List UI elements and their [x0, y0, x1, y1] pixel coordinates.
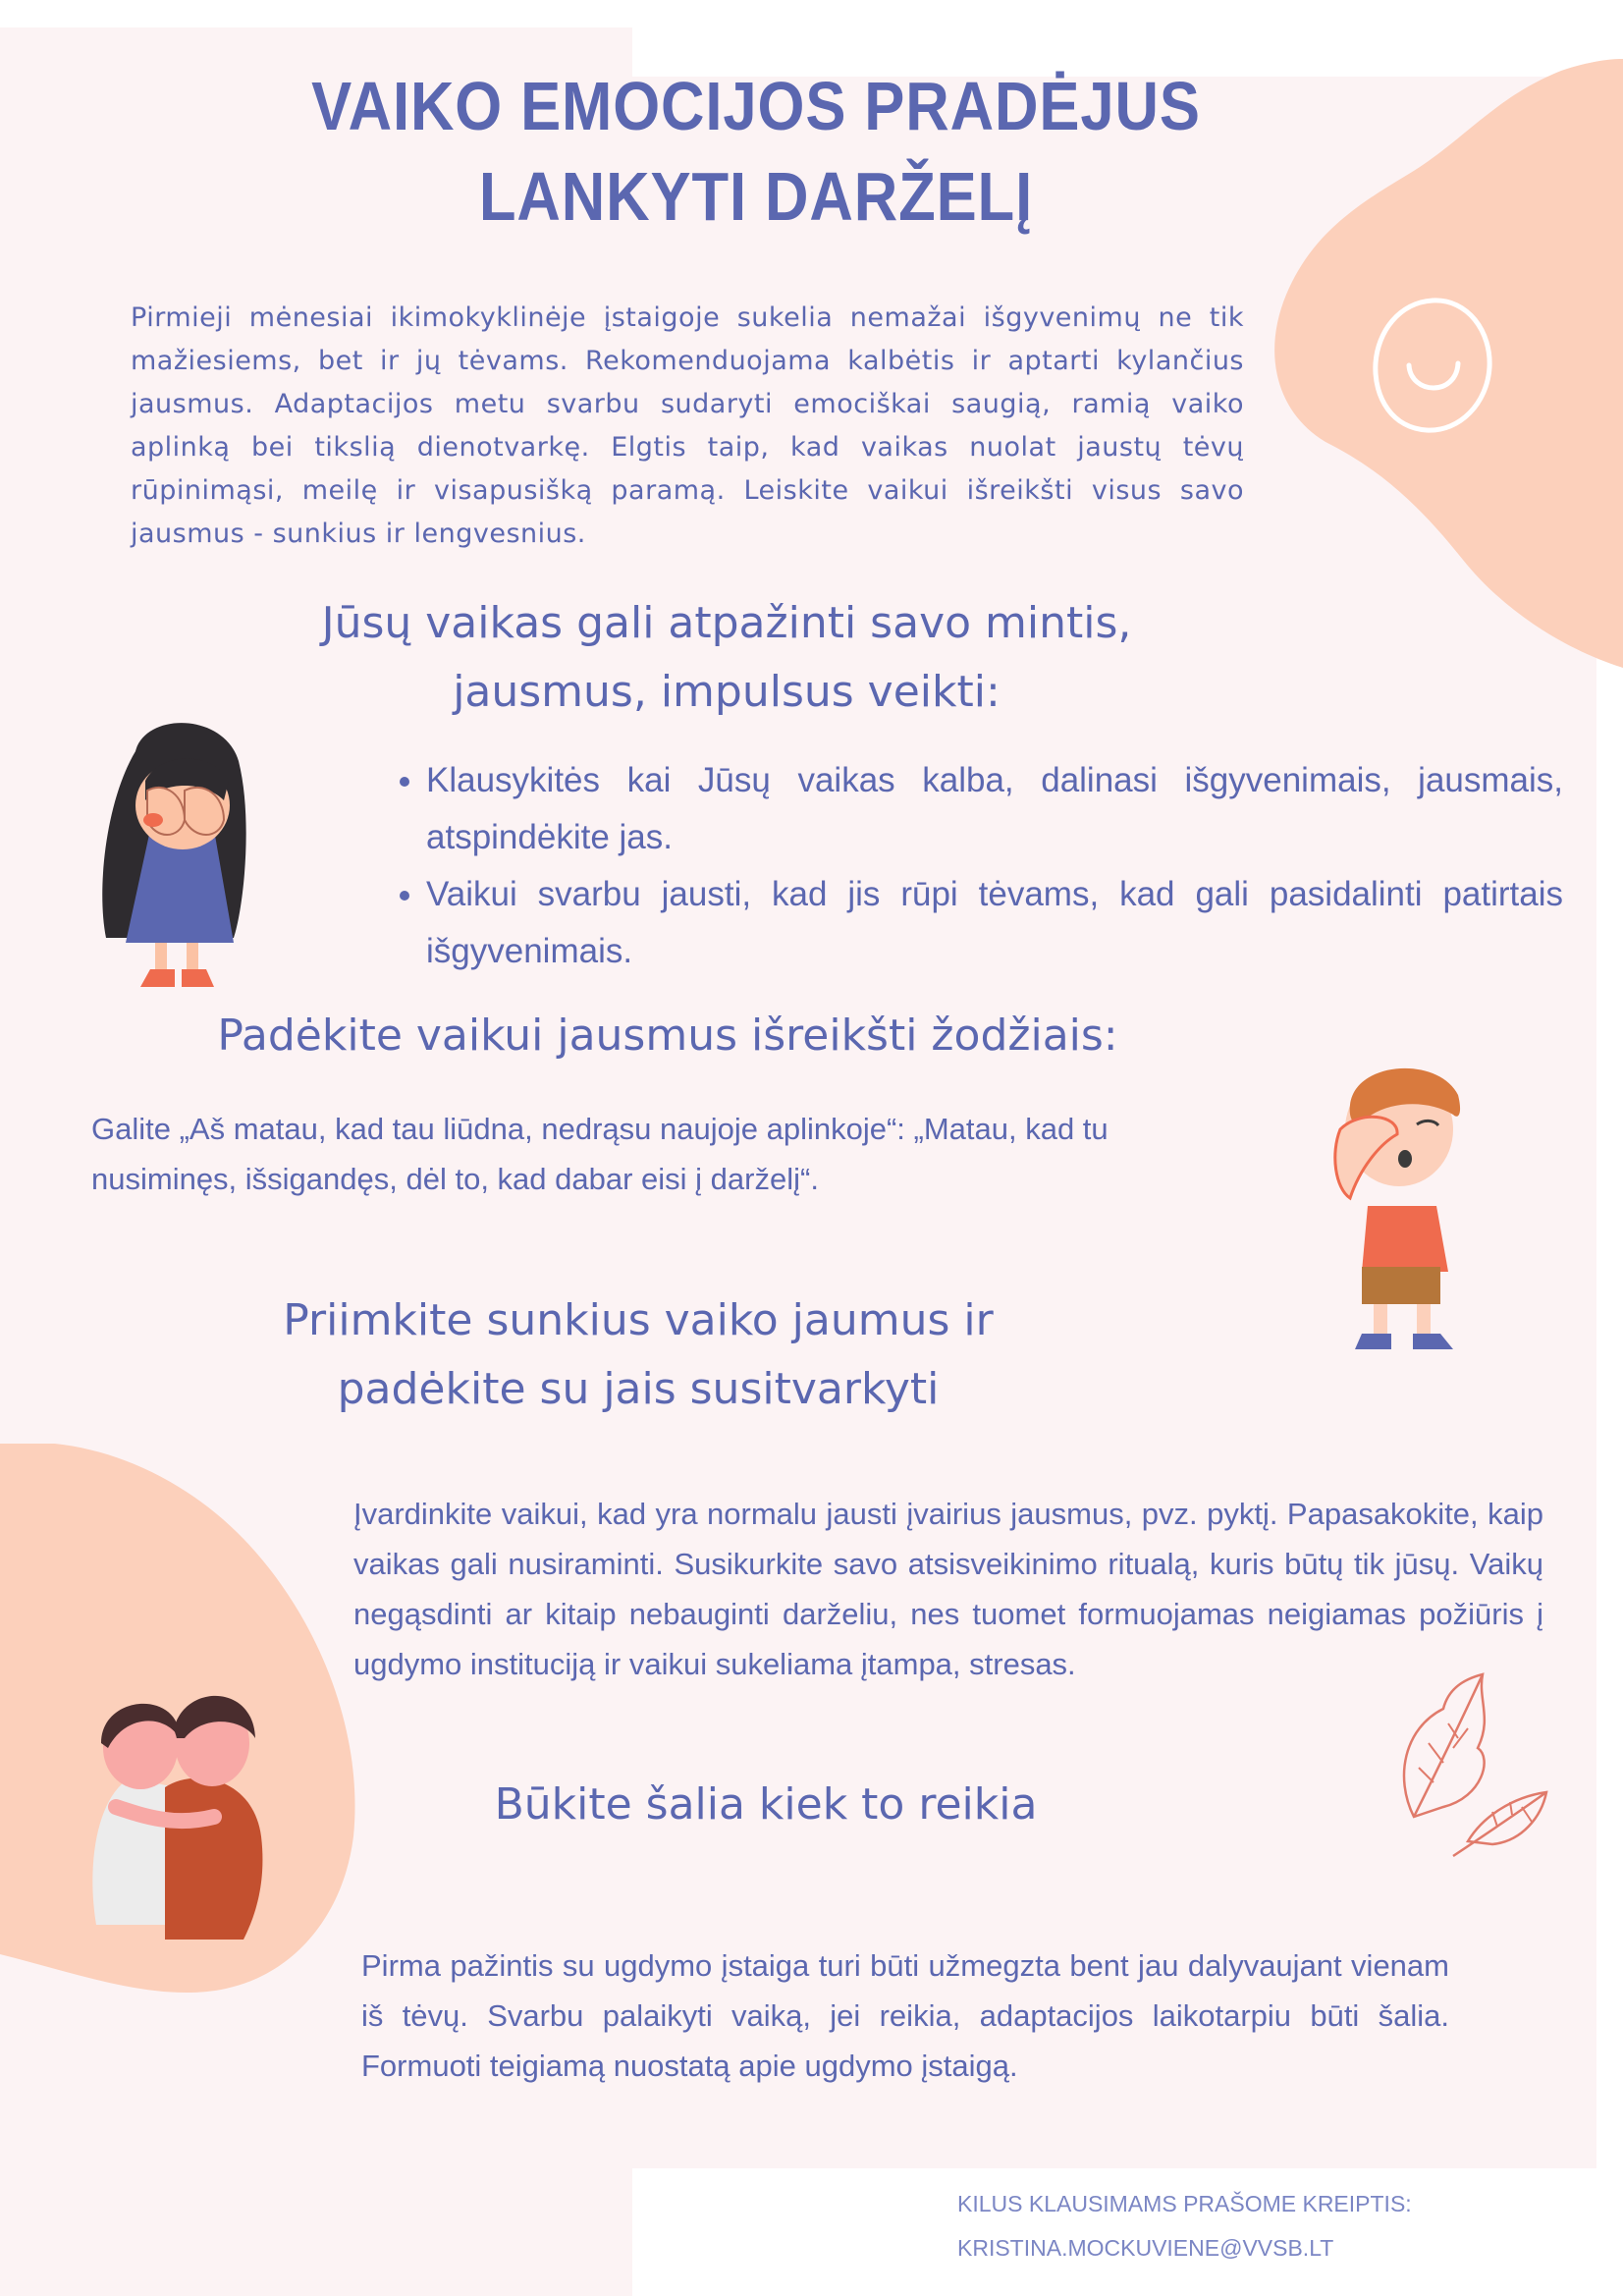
girl-covering-face-illustration: [86, 712, 263, 997]
section-1-bullet-list: [393, 752, 1563, 980]
section-4-text: Pirma pažintis su ugdymo įstaiga turi būti užmegzta bent jau dalyvaujant vienam iš tėvų. Svarbu palaikyti vaiką, jei reikia, adaptacijos laikotarpiu būti šalia. Formuoti teigiamą nuostatą apie ugdymo įstaigą.: [361, 1948, 1449, 2083]
title-line-1: VAIKO EMOCIJOS PRADĖJUS: [311, 68, 1201, 144]
section-2-text-line-1: Galite „Aš matau, kad tau liūdna, nedrąsu naujoje aplinkoje“: „Matau, kad tu: [91, 1112, 1109, 1146]
section-2-text-line-2: nusiminęs, išsigandęs, dėl to, kad dabar eisi į darželį“.: [91, 1162, 819, 1196]
smiley-icon: [1370, 293, 1495, 438]
contact-email[interactable]: KRISTINA.MOCKUVIENE@VVSB.LT: [957, 2235, 1334, 2261]
section-1-heading-line-1: Jūsų vaikas gali atpažinti savo mintis,: [321, 598, 1132, 648]
section-3-heading-line-1: Priimkite sunkius vaiko jaumus ir: [283, 1295, 994, 1345]
section-3-text: Įvardinkite vaikui, kad yra normalu jausti įvairius jausmus, pvz. pyktį. Papasakokite, kaip vaikas gali nusiraminti. Susikurkite savo atsisveikinimo ritualą, kuris būtų tik jūsų. Vaikų negąsdinti ar kitaip nebauginti darželiu, nes tuomet formuojamas neigiamas požiūris į ugdymo instituciją ir vaikui sukeliama įtampa, stresas.: [353, 1497, 1543, 1681]
crying-boy-illustration: [1311, 1061, 1468, 1355]
section-2-text: [91, 1104, 1191, 1204]
intro-paragraph: Pirmieji mėnesiai ikimokyklinėje įstaigoje sukelia nemažai išgyvenimų ne tik mažiesiems, bet ir jų tėvams. Rekomenduojama kalbėtis ir aptarti kylančius jausmus. Adaptacijos metu svarbu sudaryti emociškai saugią, ramią vaiko aplinką bei tikslią dienotvarkę. Elgtis taip, kad vaikas nuolat jaustų tėvų rūpinimąsi, meilę ir visapusišką paramą. Leiskite vaikui išreikšti visus savo jausmus - sunkius ir lengvesnius.: [131, 302, 1244, 549]
hugging-people-illustration: [86, 1669, 273, 1944]
footer-line-1: KILUS KLAUSIMAMS PRAŠOME KREIPTIS:: [957, 2191, 1412, 2216]
page-title: [298, 61, 1215, 242]
section-2-heading: Padėkite vaikui jausmus išreikšti žodžiais:: [217, 1011, 1118, 1061]
contact-footer: [957, 2182, 1507, 2270]
section-3-heading-line-2: padėkite su jais susitvarkyti: [337, 1364, 940, 1414]
autumn-leaves-icon: [1384, 1669, 1561, 1866]
bullet-item: • Vaikui svarbu jausti, kad jis rūpi tėvams, kad gali pasidalinti patirtais išgyvenimais.: [426, 866, 1563, 980]
title-line-2: LANKYTI DARŽELĮ: [478, 158, 1034, 235]
section-1-heading-line-2: jausmus, impulsus veikti:: [453, 667, 1001, 717]
bullet-item: • Klausykitės kai Jūsų vaikas kalba, dalinasi išgyvenimais, jausmais, atspindėkite jas.: [426, 752, 1563, 866]
section-1-heading: [295, 589, 1159, 727]
section-3-heading: [196, 1286, 1080, 1424]
section-4-heading: Būkite šalia kiek to reikia: [494, 1779, 1038, 1830]
